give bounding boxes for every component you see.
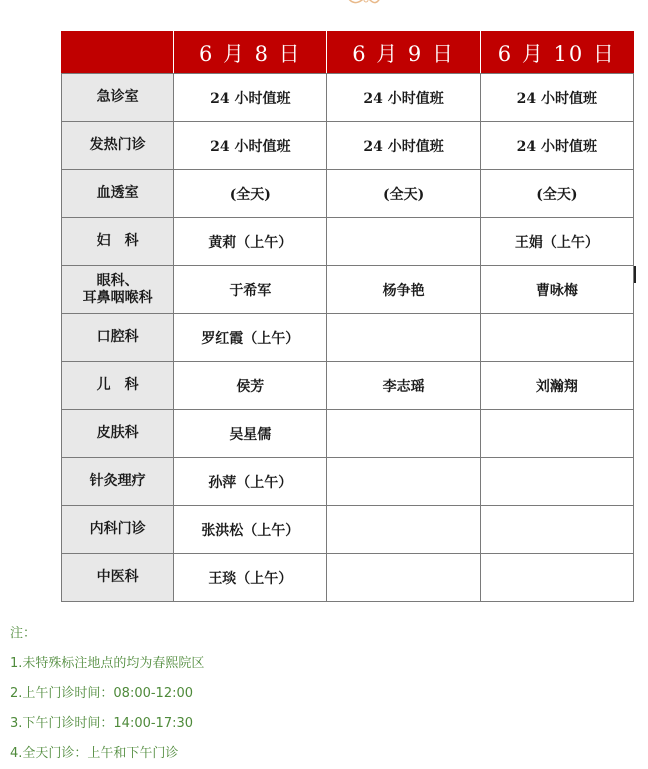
schedule-cell: 24 小时值班 (327, 74, 480, 122)
schedule-cell: 24 小时值班 (480, 74, 633, 122)
note-item: 3.下午门诊时间：14:00-17:30 (10, 716, 194, 731)
department-cell: 皮肤科 (62, 410, 174, 458)
note-item: 4.全天门诊：上午和下午门诊 (10, 746, 179, 761)
schedule-cell: (全天) (174, 170, 327, 218)
schedule-cell: 24 小时值班 (480, 122, 633, 170)
schedule-cell: (全天) (327, 170, 480, 218)
note-item: 2.上午门诊时间：08:00-12:00 (10, 686, 194, 701)
department-cell (62, 266, 174, 314)
department-cell: 中医科 (62, 554, 174, 602)
schedule-cell (480, 410, 633, 458)
table-edge-mark (634, 266, 636, 283)
header-day-1: 6 月 8 日 (174, 32, 327, 74)
schedule-cell: 24 小时值班 (174, 122, 327, 170)
schedule-cell (327, 458, 480, 506)
schedule-cell (327, 218, 480, 266)
schedule-cell: 杨争艳 (327, 266, 480, 314)
table-row (62, 314, 634, 362)
header-day-3: 6 月 10 日 (480, 32, 633, 74)
notes-title: 注： (10, 626, 37, 641)
department-cell: 妇 科 (62, 218, 174, 266)
header-corner-cell (62, 32, 174, 74)
table-row (62, 218, 634, 266)
schedule-cell (327, 506, 480, 554)
schedule-cell: 王琰（上午） (174, 554, 327, 602)
header-day-2: 6 月 9 日 (327, 32, 480, 74)
schedule-cell: 24 小时值班 (327, 122, 480, 170)
department-cell: 针灸理疗 (62, 458, 174, 506)
department-cell: 内科门诊 (62, 506, 174, 554)
schedule-cell: 刘瀚翔 (480, 362, 633, 410)
notes-section (10, 619, 204, 769)
schedule-cell (327, 410, 480, 458)
schedule-cell (480, 458, 633, 506)
department-cell-line-2: 耳鼻咽喉科 (82, 289, 153, 306)
schedule-cell (327, 314, 480, 362)
schedule-cell: 曹咏梅 (480, 266, 633, 314)
schedule-cell: 王娟（上午） (480, 218, 633, 266)
schedule-cell (327, 554, 480, 602)
table-row (62, 122, 634, 170)
department-cell: 儿 科 (62, 362, 174, 410)
duty-schedule-table (61, 31, 634, 602)
department-cell: 急诊室 (62, 74, 174, 122)
table-row (62, 410, 634, 458)
schedule-cell: (全天) (480, 170, 633, 218)
table-row (62, 362, 634, 410)
table-row (62, 266, 634, 314)
schedule-cell: 24 小时值班 (174, 74, 327, 122)
schedule-cell: 张洪松（上午） (174, 506, 327, 554)
table-row (62, 170, 634, 218)
schedule-cell: 吴星儒 (174, 410, 327, 458)
schedule-cell (480, 506, 633, 554)
table-row (62, 506, 634, 554)
schedule-cell: 孙萍（上午） (174, 458, 327, 506)
note-item: 1.未特殊标注地点的均为春熙院区 (10, 656, 205, 671)
table-row (62, 554, 634, 602)
department-cell: 口腔科 (62, 314, 174, 362)
table-row (62, 74, 634, 122)
schedule-cell: 李志瑶 (327, 362, 480, 410)
department-cell: 血透室 (62, 170, 174, 218)
schedule-cell: 侯芳 (174, 362, 327, 410)
schedule-cell: 于希军 (174, 266, 327, 314)
schedule-cell (480, 314, 633, 362)
schedule-cell: 罗红霞（上午） (174, 314, 327, 362)
schedule-cell (480, 554, 633, 602)
schedule-cell: 黄莉（上午） (174, 218, 327, 266)
department-cell-line-1: 眼科、 (96, 272, 139, 289)
cloud-ornament-icon (344, 0, 384, 6)
department-cell: 发热门诊 (62, 122, 174, 170)
table-row (62, 458, 634, 506)
table-header-row (62, 32, 634, 74)
